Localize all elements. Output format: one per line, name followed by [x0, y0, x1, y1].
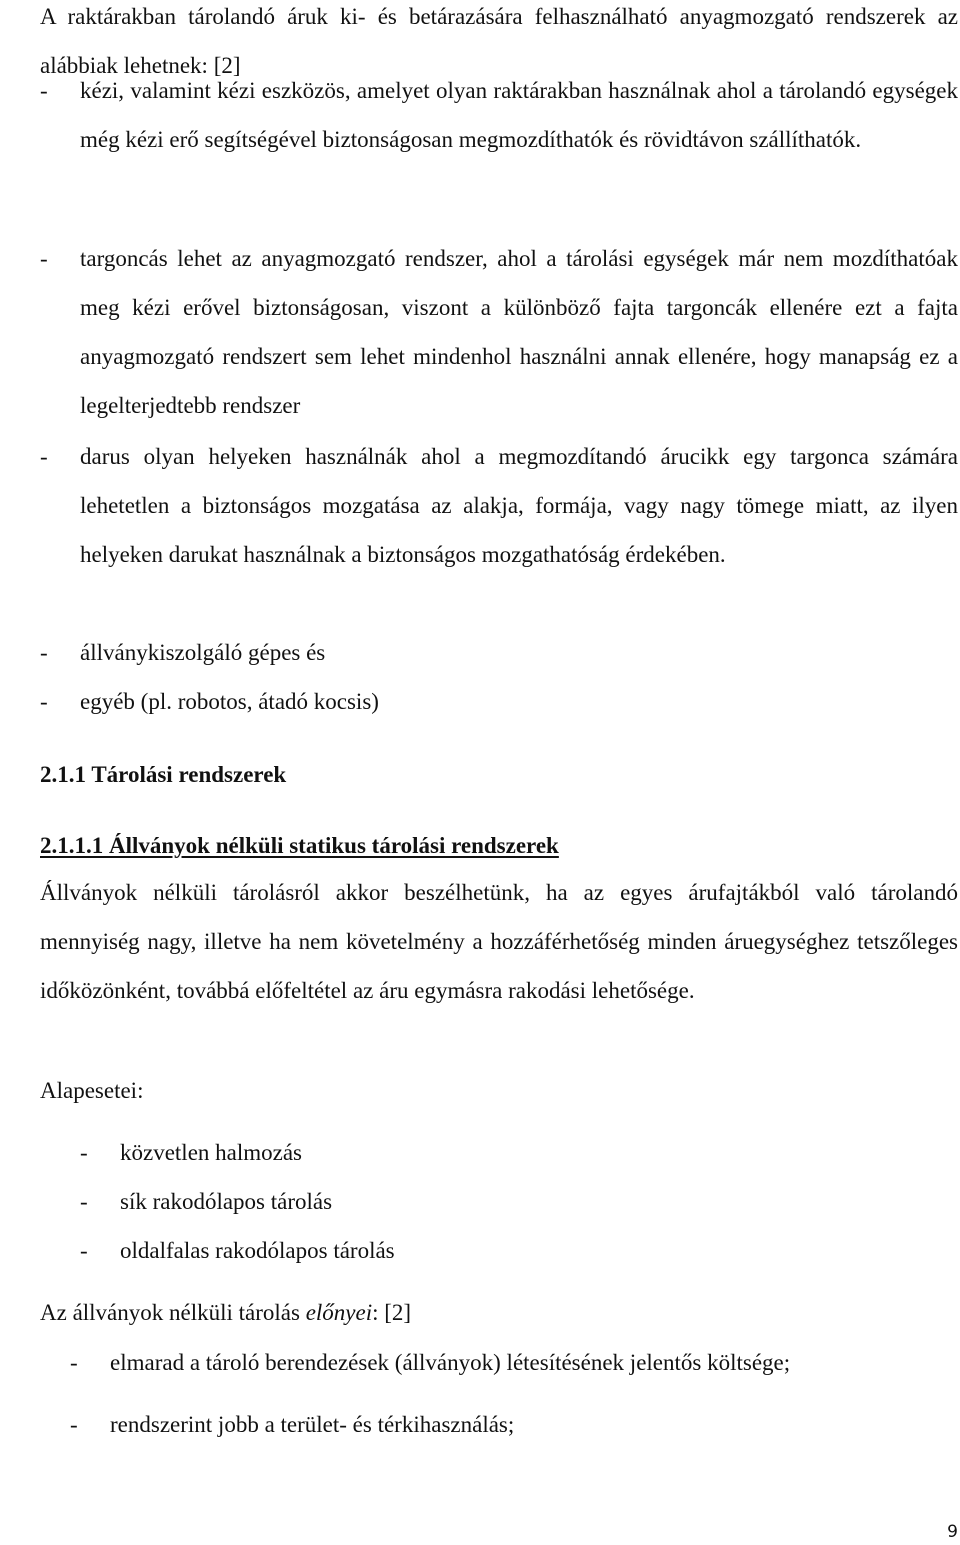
alapesetei-label: Alapesetei:: [40, 1078, 144, 1103]
page-number: 9: [947, 1522, 958, 1542]
list-item-text: elmarad a tároló berendezések (állványok) létesítésének jelentős költsége;: [110, 1350, 791, 1375]
list-dash: -: [80, 1238, 88, 1263]
list-dash: -: [40, 78, 48, 103]
list-item-text: targoncás lehet az anyagmozgató rendszer, ahol a tárolási egységek már nem mozdíthatóak meg kézi erővel biztonságosan, viszont a különböző fajta targoncák ellenére ezt a fajta anyagmozgató rendszert sem lehet mindenhol használni annak ellenére, hogy manapság ez a legelterjedtebb rendszer: [80, 246, 958, 418]
section-heading: 2.1.1 Tárolási rendszerek: [40, 762, 287, 787]
list-item-text: oldalfalas rakodólapos tárolás: [120, 1238, 395, 1263]
list-item-text: sík rakodólapos tárolás: [120, 1189, 333, 1214]
list-item-text: kézi, valamint kézi eszközös, amelyet olyan raktárakban használnak ahol a tárolandó egységek még kézi erő segítségével biztonságosan megmozdíthatók és rövidtávon szállíthatók.: [80, 78, 958, 152]
list-dash: -: [40, 689, 48, 714]
list-dash: -: [80, 1189, 88, 1214]
list-item-text: darus olyan helyeken használnák ahol a megmozdítandó árucikk egy targonca számára lehetetlen a biztonságos mozgatása az alakja, formája, vagy nagy tömege miatt, az ilyen helyeken darukat használnak a biztonságos mozgathatóság érdekében.: [80, 444, 958, 567]
list-dash: -: [70, 1350, 78, 1375]
list-dash: -: [40, 444, 48, 469]
intro-paragraph: A raktárakban tárolandó áruk ki- és betárazására felhasználható anyagmozgató rendszerek az alábbiak lehetnek: [2]: [40, 4, 958, 78]
list-item-text: állványkiszolgáló gépes és: [80, 640, 326, 665]
advantages-emphasis: előnyei: [305, 1300, 373, 1325]
list-dash: -: [80, 1140, 88, 1165]
subsection-heading: 2.1.1.1 Állványok nélküli statikus tárolási rendszerek: [40, 833, 559, 858]
list-dash: -: [70, 1412, 78, 1437]
list-item-text: egyéb (pl. robotos, átadó kocsis): [80, 689, 379, 714]
list-item-text: rendszerint jobb a terület- és térkihasználás;: [110, 1412, 515, 1437]
body-paragraph: Állványok nélküli tárolásról akkor beszélhetünk, ha az egyes árufajtákból való tárolandó mennyiség nagy, illetve ha nem követelmény a hozzáférhetőség minden áruegységhez tetszőleges időközönként, továbbá előfeltétel az áru egymásra rakodási lehetősége.: [40, 880, 958, 1003]
advantages-intro-after: : [2]: [372, 1300, 412, 1325]
advantages-intro-before: Az állványok nélküli tárolás: [40, 1300, 306, 1325]
list-dash: -: [40, 640, 48, 665]
list-item-text: közvetlen halmozás: [120, 1140, 303, 1165]
advantages-intro: [40, 1288, 958, 1337]
list-dash: -: [40, 246, 48, 271]
